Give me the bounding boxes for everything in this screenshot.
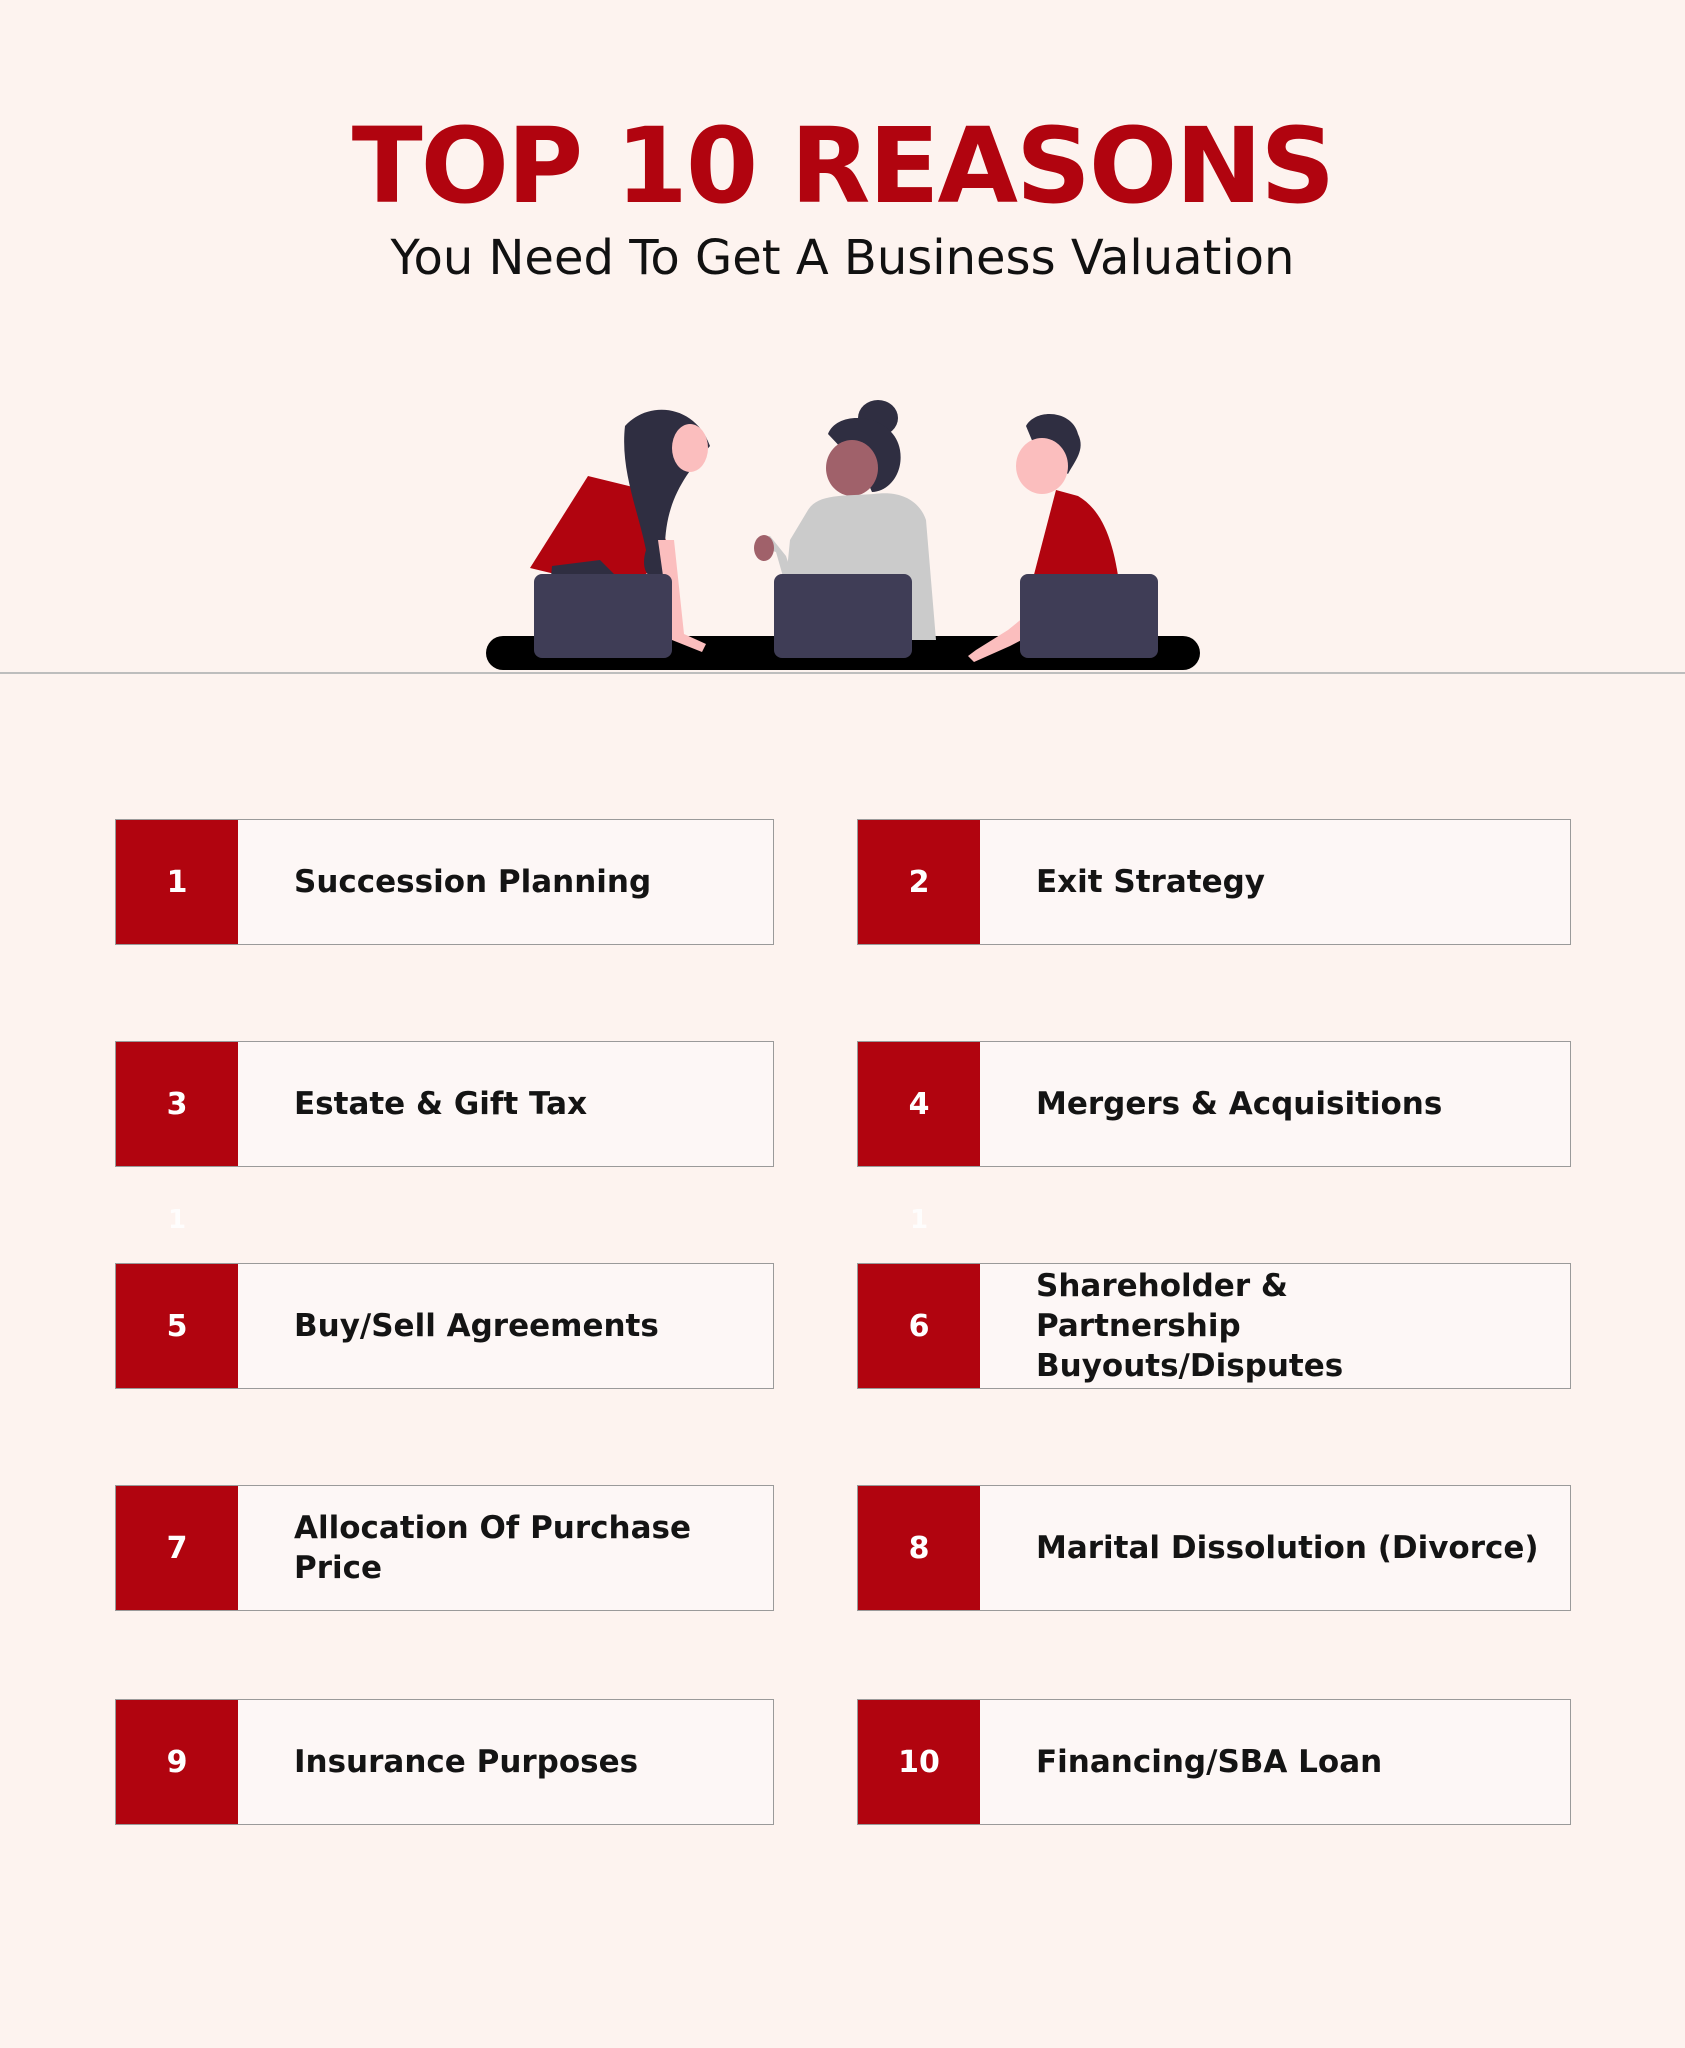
reason-card-6: [857, 1263, 1571, 1389]
team-meeting-illustration: [470, 390, 1210, 680]
ghost-number-mark: 1: [910, 1205, 929, 1235]
reason-card-9: [115, 1699, 774, 1825]
reason-number-badge: 1: [116, 820, 238, 944]
reason-number-badge: 3: [116, 1042, 238, 1166]
page-title: TOP 10 REASONS: [351, 105, 1334, 227]
laptop-right: [1020, 574, 1158, 658]
ghost-number-mark: 1: [168, 1205, 187, 1235]
person-middle-face: [826, 440, 878, 496]
reason-number-badge: 2: [858, 820, 980, 944]
reason-label: Exit Strategy: [1036, 864, 1266, 900]
reason-number-badge: 5: [116, 1264, 238, 1388]
reason-label: Insurance Purposes: [294, 1744, 639, 1780]
laptop-middle: [774, 574, 912, 658]
reason-card-1: [115, 819, 774, 945]
section-divider: [0, 672, 1685, 674]
reason-card-8: [857, 1485, 1571, 1611]
laptop-left: [534, 574, 672, 658]
reason-card-10: [857, 1699, 1571, 1825]
reason-label: Marital Dissolution (Divorce): [1036, 1530, 1539, 1566]
reason-label: Financing/SBA Loan: [1036, 1744, 1383, 1780]
reason-number-badge: 9: [116, 1700, 238, 1824]
person-left-face: [672, 424, 708, 472]
reason-label: Shareholder & Partnership Buyouts/Disputes: [1036, 1268, 1344, 1384]
person-middle-hand: [754, 535, 774, 561]
reason-card-7: [115, 1485, 774, 1611]
reason-number-badge: 6: [858, 1264, 980, 1388]
reason-number-badge: 8: [858, 1486, 980, 1610]
reason-label: Buy/Sell Agreements: [294, 1308, 659, 1344]
page-subtitle: You Need To Get A Business Valuation: [390, 230, 1295, 286]
reason-label: Allocation Of Purchase Price: [294, 1510, 691, 1586]
reason-card-4: [857, 1041, 1571, 1167]
person-right-face: [1016, 438, 1068, 494]
reason-label: Mergers & Acquisitions: [1036, 1086, 1443, 1122]
reason-card-3: [115, 1041, 774, 1167]
reason-number-badge: 7: [116, 1486, 238, 1610]
reason-card-5: [115, 1263, 774, 1389]
reason-number-badge: 4: [858, 1042, 980, 1166]
reason-label: Estate & Gift Tax: [294, 1086, 588, 1122]
reason-number-badge: 10: [858, 1700, 980, 1824]
reason-card-2: [857, 819, 1571, 945]
reason-label: Succession Planning: [294, 864, 652, 900]
